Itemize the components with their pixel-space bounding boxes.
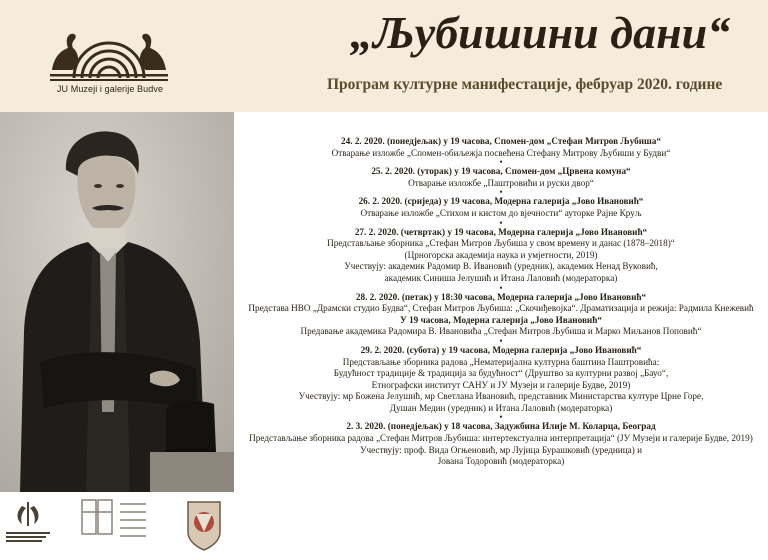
page-title: „Љубишини дани“ [350,7,731,58]
portrait-illustration [0,112,234,492]
event-description: Отварање изложбе „Паштровићи и руски двор“ [408,177,594,188]
event-item [236,136,766,159]
event-date-venue: 29. 2. 2020. (субота) у 19 часова, Модерна галерија „Јово Ивановић“ [360,344,642,355]
event-description: Отварање изложбе „Спомен-обиљежја посвећена Стефану Митрову Љубиши у Будви“ [331,147,671,158]
event-description: Представљање зборника „Стефан Митров Љубиша у свом времену и данас (1878–2018)“ [327,238,675,249]
event-item [236,292,766,338]
event-description: Предавање академика Радомира В. Ивановића „Стефан Митров Љубиша и Марко Миљанов Поповић“ [300,326,702,337]
separator-dot: • [499,157,503,168]
event-item [236,227,766,285]
event-date-venue: У 19 часова, Модерна галерија „Јово Ивановић“ [400,314,602,325]
event-date-venue: 2. 3. 2020. (понедјељак) у 18 часова, Задужбина Илије М. Коларца, Београд [346,421,656,432]
event-item [236,166,766,189]
event-description: Представа НВО „Драмски студио Будва“, Стефан Митров Љубиша: „Скочиђевојка“. Драматизација и режија: Радмила Кнежевић [248,303,754,314]
event-date-venue: 24. 2. 2020. (понедјељак) у 19 часова, Спомен-дом „Стефан Митров Љубиша“ [341,136,661,146]
event-description: Представљање зборника радова „Нематеријална културна баштина Паштровића: [342,356,660,367]
event-date-venue: 25. 2. 2020. (уторак) у 19 часова, Спомен-дом „Црвена комуна“ [371,166,631,177]
event-description: Отварање изложбе „Стихом и кистом до вјечности“ ауторке Рајне Круљ [360,207,642,218]
event-participants: Учествују: академик Радомир В. Ивановић (уредник), академик Ненад Вуковић, [344,261,658,272]
event-date-venue: 26. 2. 2020. (сриједа) у 19 часова, Модерна галерија „Јово Ивановић“ [358,196,644,207]
separator-dot: • [499,335,503,346]
event-participants: академик Синиша Јелушић и Итана Лаловић (модераторка) [384,272,618,283]
event-description: Етнографски институт САНУ и ЈУ Музеји и галерије Будве, 2019) [371,379,631,390]
event-description: (Црногорска академија наука и умјетности, 2019) [404,249,598,260]
event-description: Будућност традиције & традиција за будућност“ (Друштво за културни развој „Бауо“, [333,368,669,379]
laurel-logo-icon [6,502,50,542]
event-date-venue: 27. 2. 2020. (четвртак) у 19 часова, Модерна галерија „Јово Ивановић“ [354,226,648,237]
page-subtitle: Програм културне манифестације, фебруар 2020. године [327,76,723,93]
separator-dot: • [499,187,503,198]
event-date-venue: 28. 2. 2020. (петак) у 18:30 часова, Модерна галерија „Јово Ивановић“ [355,291,647,302]
event-description: Представљање зборника радова „Стефан Митров Љубиша: интертекстуална интерпретација“ (ЈУ Музеји и галерије Будве, 2019) [249,433,753,444]
event-item [236,196,766,219]
event-participants: Јована Тодоровић (модераторка) [437,456,565,467]
separator-dot: • [499,217,503,228]
museum-name: JU Muzeji i galerije Budve [56,84,164,94]
event-item [236,421,766,467]
portrait-photo [0,112,234,492]
sponsor-logos-illustration [0,492,234,556]
separator-dot: • [499,412,503,423]
society-logo-icon [82,500,146,536]
event-item [236,345,766,415]
separator-dot: • [499,282,503,293]
event-participants: Душан Медин (уредник) и Итана Лаловић (модераторка) [389,402,613,413]
event-participants: Учествују: проф. Вида Огњеновић, мр Лујица Бурашковић (уредница) и [359,444,642,455]
event-participants: Учествују: мр Божена Јелушић, мр Светлана Ивановић, представник Министарства културе Црне Горе, [298,391,704,402]
municipal-crest-icon [188,502,220,550]
program-list [236,136,766,468]
sponsor-logos [0,492,234,556]
